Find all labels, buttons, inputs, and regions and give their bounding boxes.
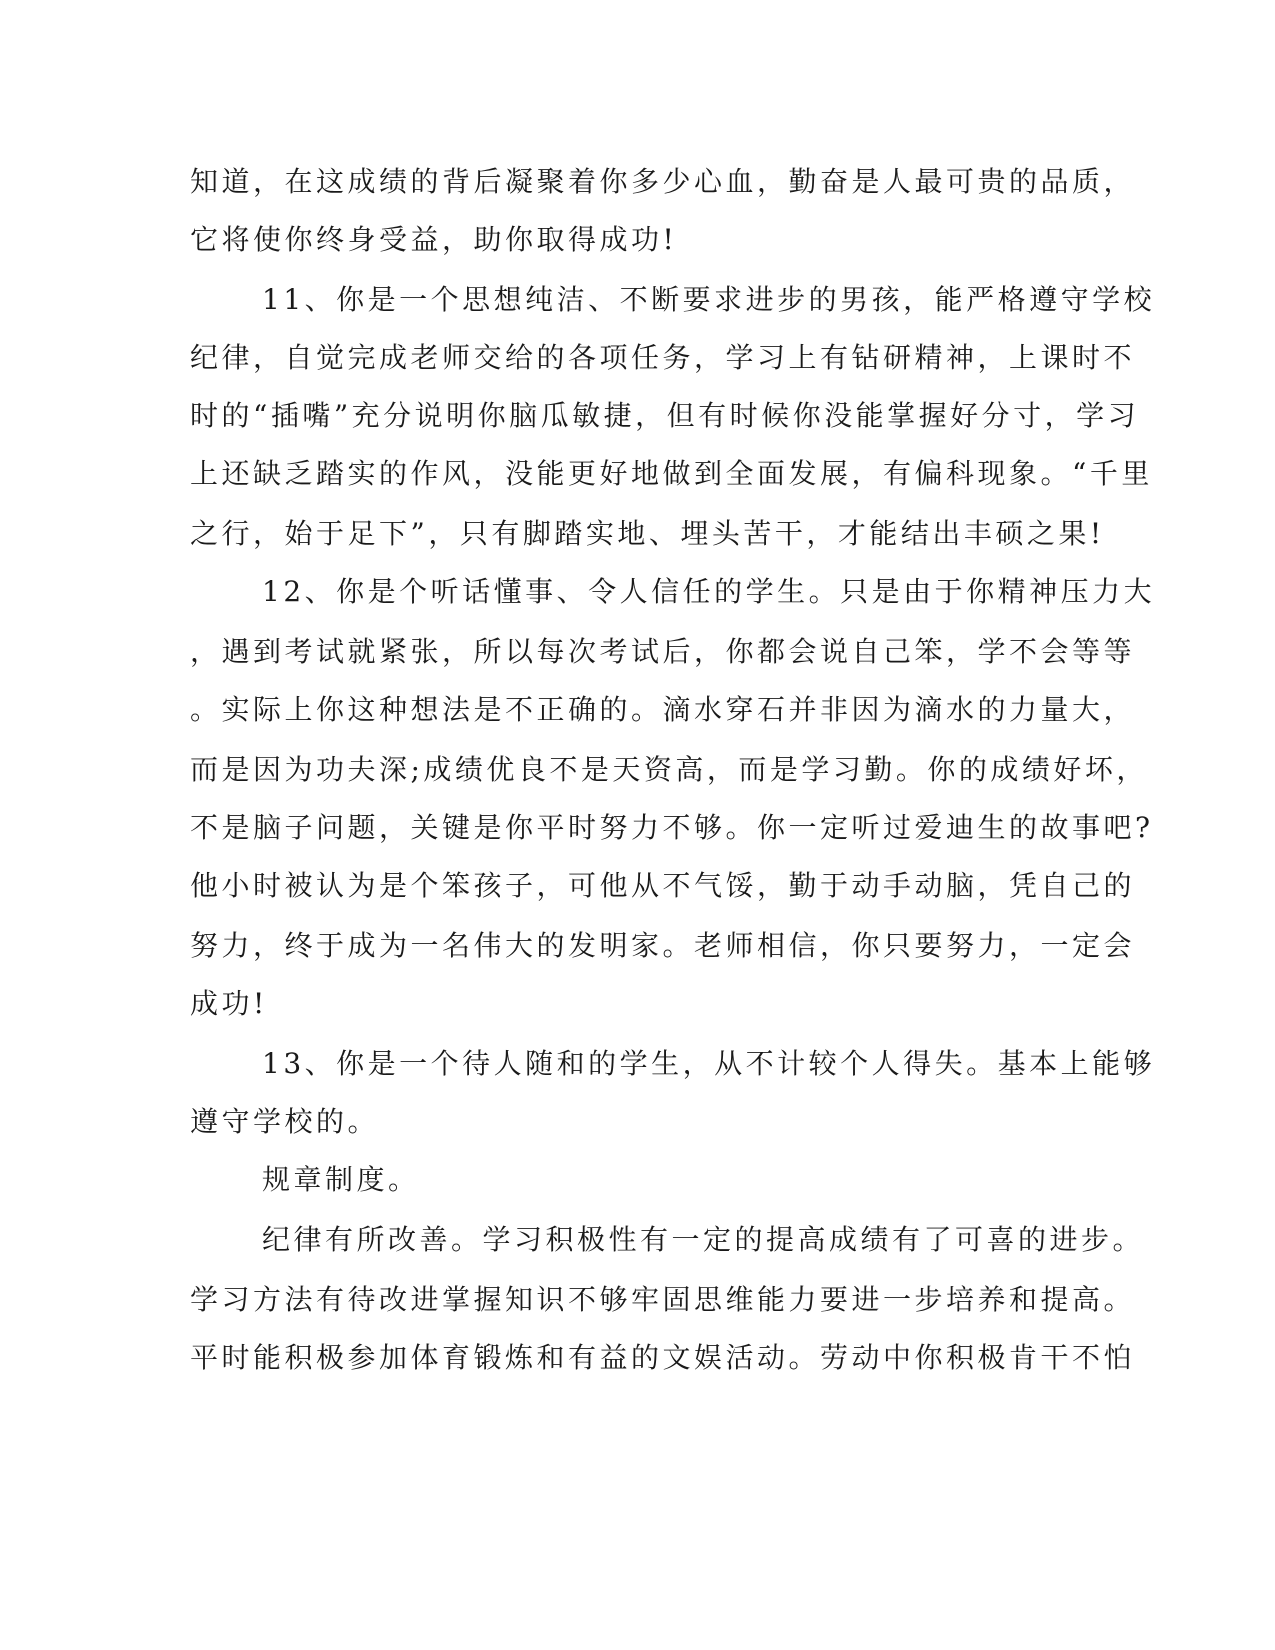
text-line: 努力，终于成为一名伟大的发明家。老师相信，你只要努力，一定会	[190, 929, 1136, 962]
text-line: 之行，始于足下”，只有脚踏实地、埋头苦干，才能结出丰硕之果!	[190, 517, 1105, 550]
text-line: 纪律，自觉完成老师交给的各项任务，学习上有钻研精神，上课时不	[190, 341, 1136, 374]
text-line: ，遇到考试就紧张，所以每次考试后，你都会说自己笨，学不会等等	[190, 635, 1136, 668]
text-line: 它将使你终身受益，助你取得成功!	[190, 223, 678, 256]
paragraph-13-start: 13、你是一个待人随和的学生，从不计较个人得失。基本上能够	[262, 1047, 1156, 1080]
text-line: 学习方法有待改进掌握知识不够牢固思维能力要进一步培养和提高。	[190, 1283, 1136, 1316]
paragraph-12-start: 12、你是个听话懂事、令人信任的学生。只是由于你精神压力大	[262, 575, 1156, 608]
text-line: 上还缺乏踏实的作风，没能更好地做到全面发展，有偏科现象。“千里	[190, 457, 1153, 490]
paragraph-discipline: 纪律有所改善。学习积极性有一定的提高成绩有了可喜的进步。	[262, 1223, 1145, 1256]
text-line: 不是脑子问题，关键是你平时努力不够。你一定听过爱迪生的故事吧?	[190, 811, 1154, 844]
text-line: 知道，在这成绩的背后凝聚着你多少心血，勤奋是人最可贵的品质，	[190, 165, 1136, 198]
text-line: 而是因为功夫深;成绩优良不是天资高，而是学习勤。你的成绩好坏，	[190, 753, 1148, 786]
text-line: 他小时被认为是个笨孩子，可他从不气馁，勤于动手动脑，凭自己的	[190, 869, 1136, 902]
text-line: 成功!	[190, 987, 268, 1020]
text-line: 遵守学校的。	[190, 1105, 380, 1138]
paragraph-11-start: 11、你是一个思想纯洁、不断要求进步的男孩，能严格遵守学校	[262, 283, 1156, 316]
paragraph-rules: 规章制度。	[262, 1163, 420, 1196]
text-line: 。实际上你这种想法是不正确的。滴水穿石并非因为滴水的力量大，	[190, 693, 1136, 726]
text-line: 平时能积极参加体育锻炼和有益的文娱活动。劳动中你积极肯干不怕	[190, 1341, 1136, 1374]
text-line: 时的“插嘴”充分说明你脑瓜敏捷，但有时候你没能掌握好分寸，学习	[190, 399, 1140, 432]
